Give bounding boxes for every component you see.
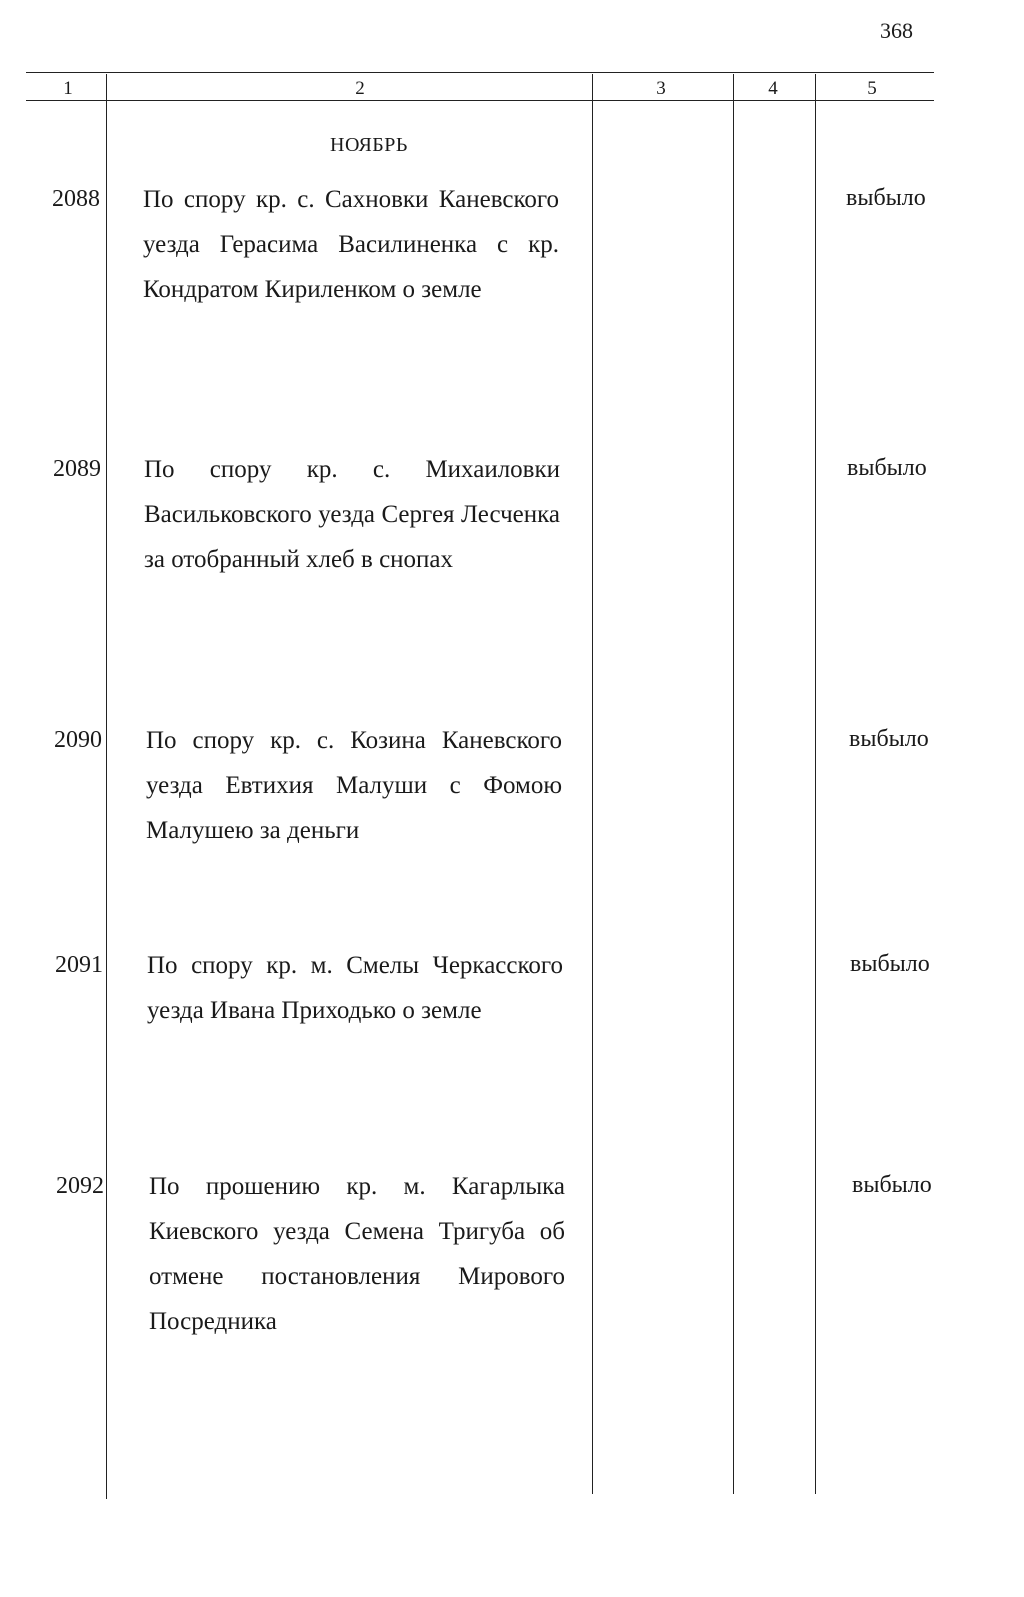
entry-number: 2091: [55, 952, 103, 978]
header-bottom-rule: [26, 100, 934, 101]
entry-description: По прошению кр. м. Кагарлыка Киевского уезда Семена Тригуба об отмене постановления Мирового Посредника: [149, 1173, 565, 1335]
column-header-3: 3: [656, 78, 666, 99]
column-header-5: 5: [867, 78, 877, 99]
page-number: 368: [880, 18, 913, 43]
entry-status: выбыло: [849, 726, 929, 752]
entry-number: 2089: [53, 456, 101, 482]
section-title: НОЯБРЬ: [330, 134, 408, 156]
entry-number: 2088: [52, 186, 100, 212]
column-header-4: 4: [768, 78, 778, 99]
entry-description: По спору кр. с. Михаиловки Васильковского уезда Сергея Лесченка за отобранный хлеб в снопах: [144, 456, 560, 573]
table-top-rule: [26, 72, 934, 73]
column-rule-2: [592, 74, 593, 1494]
entry-number: 2092: [56, 1173, 104, 1199]
entry-status: выбыло: [852, 1172, 932, 1198]
entry-status: выбыло: [850, 951, 930, 977]
entry-description: По спору кр. с. Сахновки Каневского уезда Герасима Василиненка с кр. Кондратом Кириленком о земле: [143, 186, 559, 303]
column-rule-4: [815, 74, 816, 1494]
entry-description: По спору кр. с. Козина Каневского уезда Евтихия Малуши с Фомою Малушею за деньги: [146, 727, 562, 844]
entry-status: выбыло: [846, 185, 926, 211]
entry-number: 2090: [54, 727, 102, 753]
column-header-1: 1: [63, 78, 73, 99]
entry-status: выбыло: [847, 455, 927, 481]
column-header-2: 2: [355, 78, 365, 99]
column-rule-3: [733, 74, 734, 1494]
column-rule-1: [106, 74, 107, 1499]
entry-description: По спору кр. м. Смелы Черкасского уезда Ивана Приходько о земле: [147, 952, 563, 1024]
